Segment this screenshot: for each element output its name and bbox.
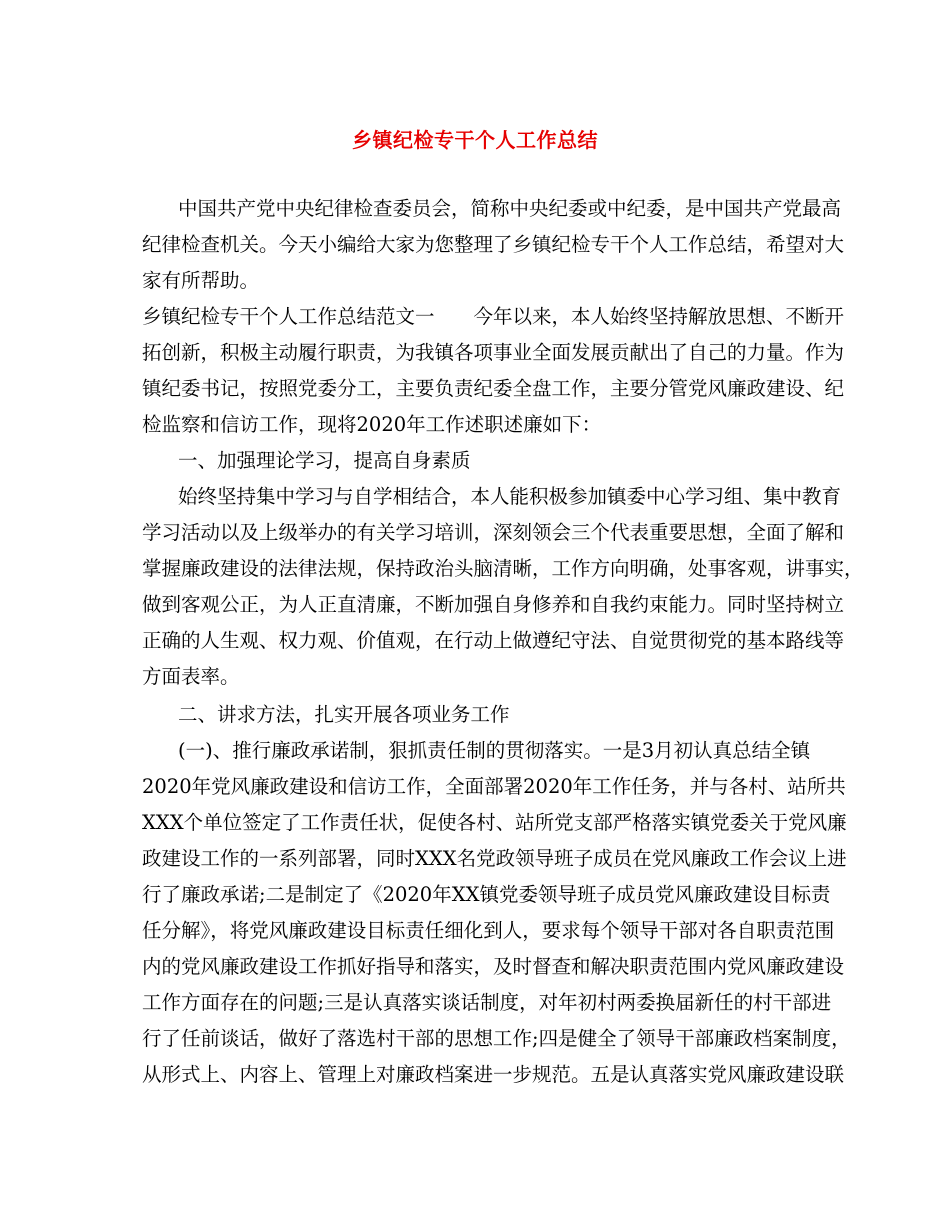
paragraph-line: 从形式上、内容上、管理上对廉政档案进一步规范。五是认真落实党风廉政建设联 (142, 1063, 845, 1086)
paragraph-line: XXX个单位签定了工作责任状，促使各村、站所党支部严格落实镇党委关于党风廉 (142, 811, 847, 834)
paragraph-line: 政建设工作的一系列部署，同时XXX名党政领导班子成员在党风廉政工作会议上进 (142, 847, 847, 870)
paragraph-line: 任分解》，将党风廉政建设目标责任细化到人，要求每个领导干部对各自职责范围 (142, 919, 835, 942)
paragraph-line: 2020年党风廉政建设和信访工作，全面部署2020年工作任务，并与各村、站所共 (142, 775, 846, 798)
section-heading: 一、加强理论学习，提高自身素质 (178, 449, 471, 472)
paragraph-line: 乡镇纪检专干个人工作总结范文一 今年以来，本人始终坚持解放思想、不断开 (142, 305, 845, 328)
paragraph-line: 镇纪委书记，按照党委分工，主要负责纪委全盘工作，主要分管党风廉政建设、纪 (142, 377, 845, 400)
paragraph-line: 正确的人生观、权力观、价值观，在行动上做遵纪守法、自觉贯彻党的基本路线等 (142, 629, 845, 652)
paragraph-line: 家有所帮助。 (142, 269, 260, 292)
paragraph-line: 行了任前谈话，做好了落选村干部的思想工作;四是健全了领导干部廉政档案制度， (142, 1027, 851, 1050)
paragraph-line: 方面表率。 (142, 665, 240, 688)
paragraph-line: 中国共产党中央纪律检查委员会，简称中央纪委或中纪委，是中国共产党最高 (178, 197, 842, 220)
paragraph-line: 纪律检查机关。今天小编给大家为您整理了乡镇纪检专干个人工作总结，希望对大 (142, 233, 845, 256)
paragraph-line: 检监察和信访工作，现将2020年工作述职述廉如下： (142, 413, 602, 436)
paragraph-line: 拓创新，积极主动履行职责，为我镇各项事业全面发展贡献出了自己的力量。作为 (142, 341, 845, 364)
paragraph-line: 掌握廉政建设的法律法规，保持政治头脑清晰，工作方向明确，处事客观，讲事实， (142, 557, 864, 580)
paragraph-line: 行了廉政承诺;二是制定了《2020年XX镇党委领导班子成员党风廉政建设目标责 (142, 883, 831, 906)
section-heading: 二、讲求方法，扎实开展各项业务工作 (178, 703, 510, 726)
paragraph-line: 内的党风廉政建设工作抓好指导和落实，及时督查和解决职责范围内党风廉政建设 (142, 955, 845, 978)
document-title: 乡镇纪检专干个人工作总结 (352, 128, 598, 152)
paragraph-line: 做到客观公正，为人正直清廉，不断加强自身修养和自我约束能力。同时坚持树立 (142, 593, 845, 616)
paragraph-line: 工作方面存在的问题;三是认真落实谈话制度，对年初村两委换届新任的村干部进 (142, 991, 832, 1014)
paragraph-line: (一)、推行廉政承诺制，狠抓责任制的贯彻落实。一是3月初认真总结全镇 (178, 739, 811, 762)
paragraph-line: 学习活动以及上级举办的有关学习培训，深刻领会三个代表重要思想，全面了解和 (142, 521, 845, 544)
paragraph-line: 始终坚持集中学习与自学相结合，本人能积极参加镇委中心学习组、集中教育 (178, 485, 842, 508)
